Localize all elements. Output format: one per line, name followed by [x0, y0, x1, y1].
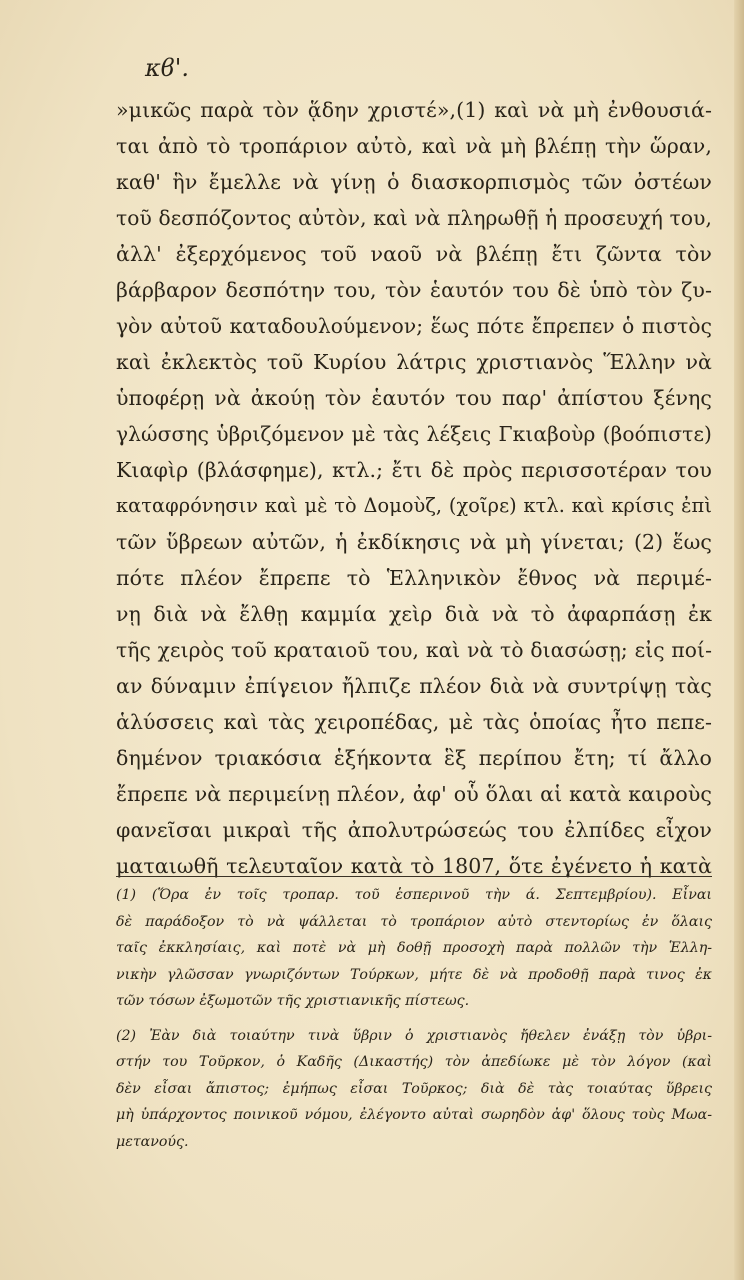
text-line: αν δύναμιν ἐπίγειον ἤλπιζε πλέον διὰ νὰ συντρίψῃ τὰς — [116, 674, 712, 698]
text-line: γλώσσης ὑβριζόμενον μὲ τὰς λέξεις Γκιαβοὺρ (βοόπιστε) — [116, 422, 712, 446]
text-line: δημένον τριακόσια ἑξήκοντα ἓξ περίπου ἔτη; τί ἄλλο — [116, 746, 712, 770]
page-number: κϐ'. — [145, 54, 189, 82]
text-line: ται ἀπὸ τὸ τροπάριον αὐτὸ, καὶ νὰ μὴ βλέπῃ τὴν ὥραν, — [116, 134, 712, 158]
footnote-line: δὲν εἶσαι ἄπιστος; ἐμήπως εἶσαι Τοῦρκος; διὰ δὲ τὰς τοιαύτας ὕβρεις — [116, 1080, 712, 1097]
text-line: πότε πλέον ἔπρεπε τὸ Ἑλληνικὸν ἔθνος νὰ περιμέ- — [116, 566, 712, 590]
text-line: ἔπρεπε νὰ περιμείνῃ πλέον, ἀφ' οὗ ὅλαι αἱ κατὰ καιροὺς — [116, 782, 712, 806]
text-line: καταφρόνησιν καὶ μὲ τὸ Δομοὺζ, (χοῖρε) κτλ. καὶ κρίσις ἐπὶ — [116, 494, 712, 517]
footnote-line: ταῖς ἐκκλησίαις, καὶ ποτὲ νὰ μὴ δοθῇ προσοχὴ παρὰ πολλῶν τὴν Ἑλλη- — [116, 940, 712, 956]
text-line: ἁλύσσεις καὶ τὰς χειροπέδας, μὲ τὰς ὁποίας ἦτο πεπε- — [116, 710, 712, 734]
footnote-rule — [116, 876, 712, 877]
footnote-line: τῶν τόσων ἐξωμοτῶν τῆς χριστιανικῆς πίστεως. — [116, 993, 470, 1009]
text-line: καὶ ἐκλεκτὸς τοῦ Κυρίου λάτρις χριστιανὸς Ἕλλην νὰ — [116, 350, 712, 374]
footnote-line: μετανούς. — [116, 1133, 189, 1150]
footnote-line: μὴ ὑπάρχοντος ποινικοῦ νόμου, ἐλέγοντο αὐταὶ σωρηδὸν ἀφ' ὅλους τοὺς Μωα- — [116, 1107, 712, 1123]
text-line: »μικῶς παρὰ τὸν ᾅδην χριστέ»,(1) καὶ νὰ μὴ ἐνθουσιά- — [116, 98, 712, 122]
footnote-line: (1) (Ὅρα ἐν τοῖς τροπαρ. τοῦ ἑσπερινοῦ τὴν ά. Σεπτεμβρίου). Εἶναι — [116, 887, 712, 903]
footnote-line: (2) Ἐὰν διὰ τοιαύτην τινὰ ὕβριν ὁ χριστιανὸς ἤθελεν ἐνάξῃ τὸν ὑβρι- — [116, 1027, 712, 1044]
text-line: ἀλλ' ἐξερχόμενος τοῦ ναοῦ νὰ βλέπῃ ἔτι ζῶντα τὸν — [116, 242, 712, 266]
text-line: ματαιωθῆ τελευταῖον κατὰ τὸ 1807, ὅτε ἐγένετο ἡ κατὰ — [116, 854, 712, 878]
footnote-line: στήν του Τοῦρκον, ὁ Καδῆς (Δικαστής) τὸν ἀπεδίωκε μὲ τὸν λόγον (καὶ — [116, 1054, 712, 1070]
page-edge — [734, 0, 744, 1280]
text-line: τῆς χειρὸς τοῦ κραταιοῦ του, καὶ νὰ τὸ διασώσῃ; εἰς ποί- — [116, 638, 712, 662]
footnotes — [116, 882, 712, 1155]
text-line: τῶν ὕβρεων αὐτῶν, ἡ ἐκδίκησις νὰ μὴ γίνεται; (2) ἕως — [116, 530, 712, 554]
footnote-line: δὲ παράδοξον τὸ νὰ ψάλλεται τὸ τροπάριον αὐτὸ στεντορίως ἐν ὅλαις — [116, 913, 712, 930]
footnote-line: νικὴν γλῶσσαν γνωριζόντων Τούρκων, μήτε δὲ νὰ προδοθῇ παρὰ τινος ἐκ — [116, 966, 712, 983]
main-text — [116, 92, 712, 884]
text-line: καθ' ἣν ἔμελλε νὰ γίνῃ ὁ διασκορπισμὸς τῶν ὀστέων — [116, 170, 712, 194]
text-line: νῃ διὰ νὰ ἔλθῃ καμμία χεὶρ διὰ νὰ τὸ ἀφαρπάσῃ ἐκ — [116, 602, 712, 626]
text-line: φανεῖσαι μικραὶ τῆς ἀπολυτρώσεώς του ἐλπίδες εἶχον — [116, 818, 712, 842]
text-line: γὸν αὐτοῦ καταδουλούμενον; ἕως πότε ἔπρεπεν ὁ πιστὸς — [116, 314, 712, 338]
text-line: τοῦ δεσπόζοντος αὐτὸν, καὶ νὰ πληρωθῇ ἡ προσευχή του, — [116, 206, 712, 230]
text-line: βάρβαρον δεσπότην του, τὸν ἑαυτόν του δὲ ὑπὸ τὸν ζυ- — [116, 278, 712, 302]
text-line: ὑποφέρῃ νὰ ἀκούῃ τὸν ἑαυτόν του παρ' ἀπίστου ξένης — [116, 386, 712, 410]
text-line: Κιαφὶρ (βλάσφημε), κτλ.; ἔτι δὲ πρὸς περισσοτέραν του — [116, 458, 712, 482]
